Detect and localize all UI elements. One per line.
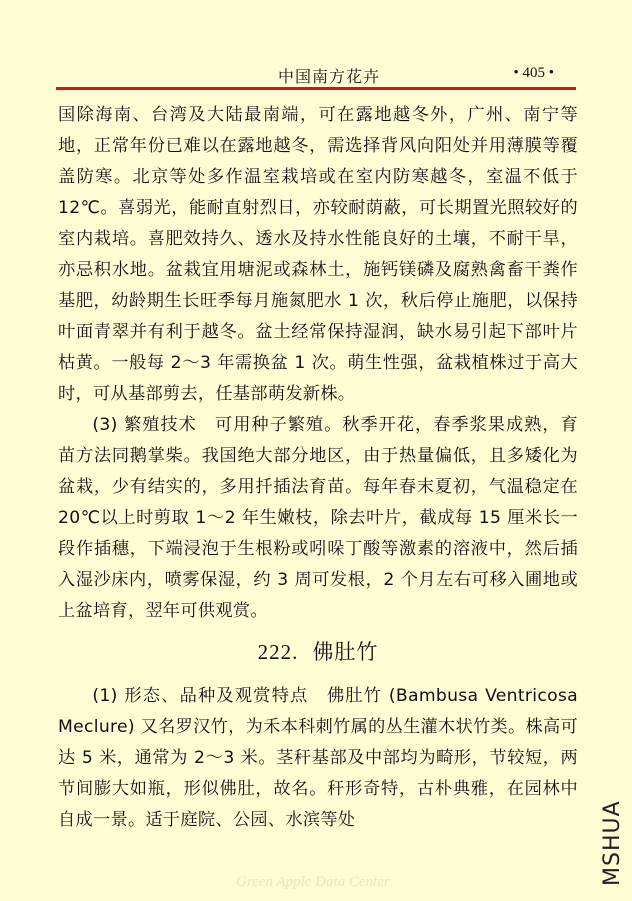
paragraph-morphology: (1) 形态、品种及观赏特点 佛肚竹 (Bambusa Ventricosa Meclure) 又名罗汉竹，为禾本科刺竹属的丛生灌木状竹类。株高可达 5 米，通常为 2～3 米。茎秆基部及中部均为畸形，节较短，两节间膨大如瓶，形似佛肚，故名。秆形奇特，古朴典雅，在园林中自成一景。适于庭院、公园、水滨等处 bbox=[58, 686, 578, 830]
section-number: 222. bbox=[257, 640, 299, 664]
running-title: 中国南方花卉 bbox=[278, 67, 381, 86]
paragraph-continuation: 国除海南、台湾及大陆最南端，可在露地越冬外，广州、南宁等地，正常年份已难以在露地越冬，需选择背风向阳处并用薄膜等覆盖防寒。北京等处多作温室栽培或在室内防寒越冬，室温不低于 12℃。喜弱光，能耐直射烈日，亦较耐荫蔽，可长期置光照较好的室内栽培。喜肥效持久、透水及持水性能良好的土壤，不耐干旱，亦忌积水地。盆栽宜用塘泥或森林土，施钙镁磷及腐熟禽畜干粪作基肥，幼龄期生长旺季每月施氮肥水 1 次，秋后停止施肥，以保持叶面青翠并有利于越冬。盆土经常保持湿润，缺水易引起下部叶片枯黄。一般每 2～3 年需换盆 1 次。萌生性强，盆栽植株过于高大时，可从基部剪去，任基部萌发新株。 bbox=[58, 105, 578, 404]
section-heading bbox=[58, 637, 578, 667]
section-title: 佛肚竹 bbox=[312, 640, 379, 664]
page-header bbox=[56, 64, 576, 86]
paragraph-propagation: (3) 繁殖技术 可用种子繁殖。秋季开花，春季浆果成熟，育苗方法同鹅掌柴。我国绝大部分地区，由于热量偏低，且多矮化为盆栽，少有结实的，多用扦插法育苗。每年春末夏初，气温稳定在 20℃以上时剪取 1～2 年生嫩枝，除去叶片，截成每 15 厘米长一段作插穗，下端浸泡于生根粉或吲哚丁酸等激素的溶液中，然后插入湿沙床内，喷雾保湿，约 3 周可发根，2 个月左右可移入圃地或上盆培育，翌年可供观赏。 bbox=[58, 415, 578, 621]
side-watermark bbox=[600, 786, 624, 886]
page-number: • 405 • bbox=[513, 65, 554, 81]
body-text bbox=[58, 100, 578, 836]
side-watermark-text: MSHUA bbox=[600, 800, 625, 886]
bottom-watermark: Green Apple Data Center bbox=[236, 874, 390, 890]
header-rule bbox=[56, 87, 576, 90]
